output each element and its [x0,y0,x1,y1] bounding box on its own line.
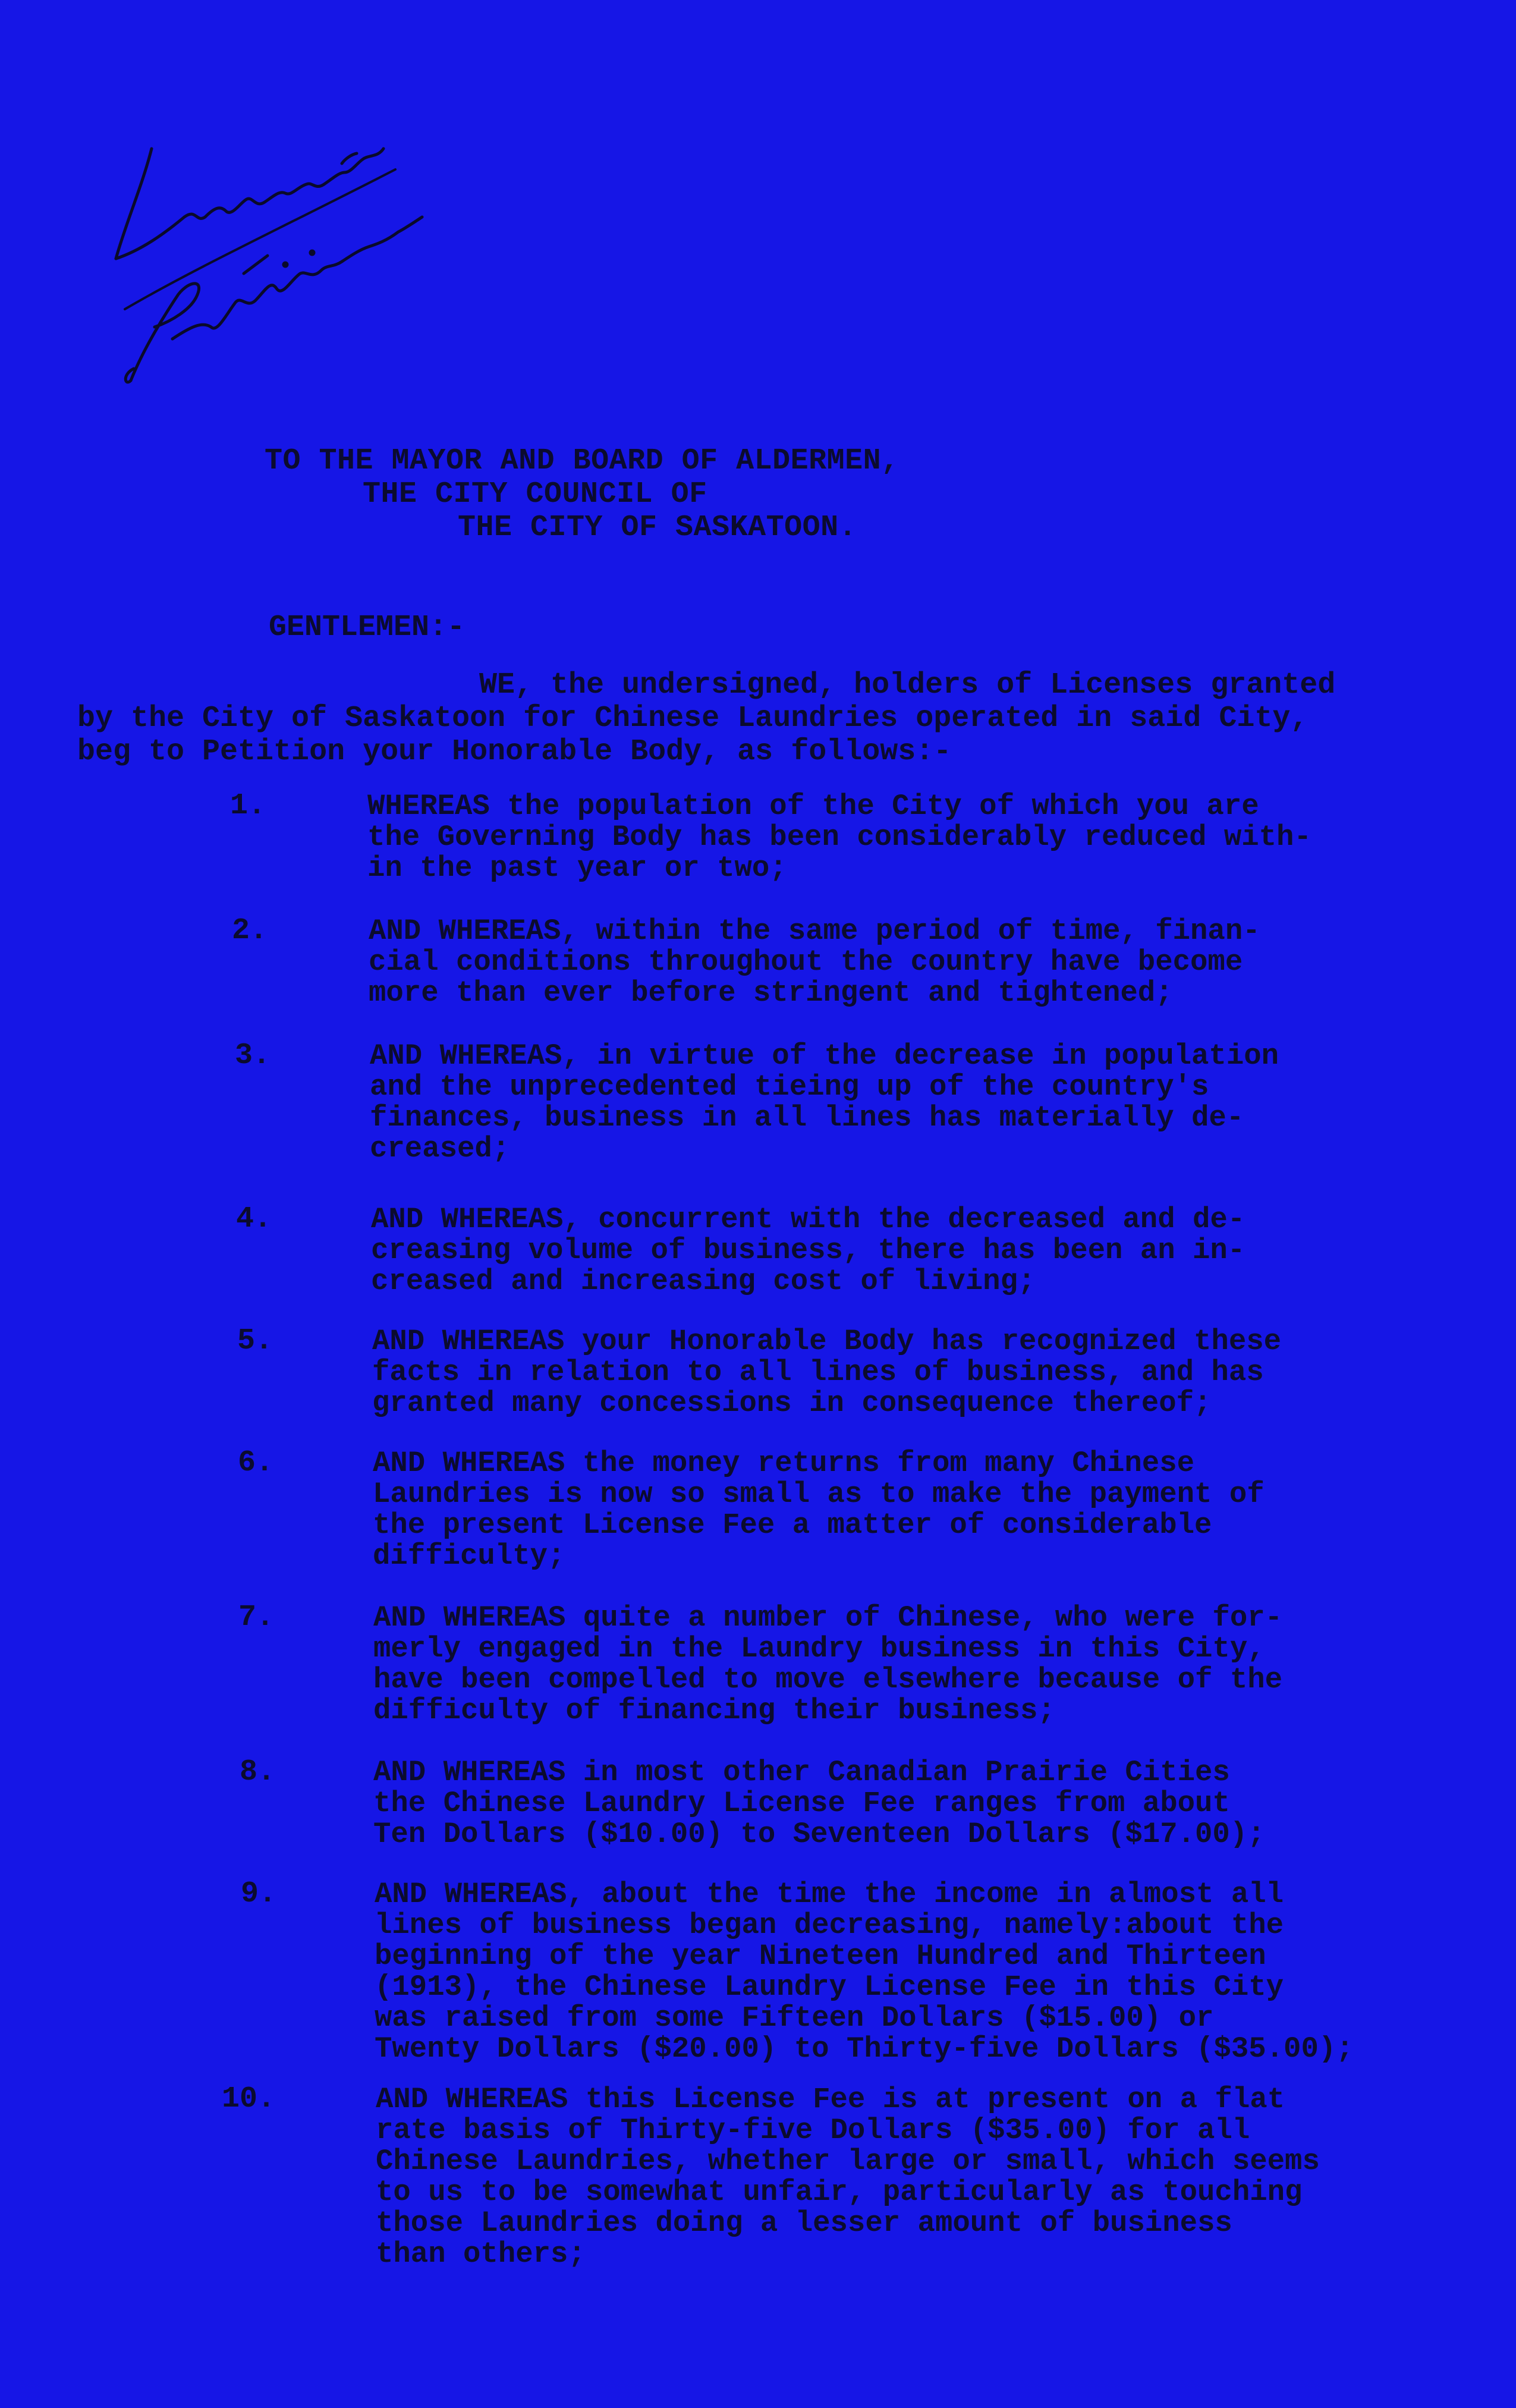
clause-text [369,916,1260,1008]
address-line-2: THE CITY COUNCIL OF [363,477,707,511]
handwritten-annotation [107,89,440,398]
clause-line: AND WHEREAS, about the time the income in almost all [375,1878,1284,1911]
clause-line: AND WHEREAS, within the same period of time, finan- [369,914,1260,948]
clause-line: creasing volume of business, there has been an in- [371,1234,1245,1267]
intro-line-3: beg to Petition your Honorable Body, as follows:- [77,735,952,769]
clause-number: 2. [231,914,268,948]
clause-line: lines of business began decreasing, namely:about the [375,1909,1284,1942]
clause-text [373,1448,1265,1571]
clause-line: to us to be somewhat unfair, particularly as touching [376,2176,1303,2209]
clause-line: Ten Dollars ($10.00) to Seventeen Dollars ($17.00); [373,1818,1265,1851]
clause-line: beginning of the year Nineteen Hundred and Thirteen [375,1939,1266,1973]
clause-line: AND WHEREAS, in virtue of the decrease in population [370,1039,1279,1073]
clause-line: creased; [370,1132,510,1165]
clause-line: rate basis of Thirty-five Dollars ($35.00) for all [376,2114,1250,2147]
address-line-1: TO THE MAYOR AND BOARD OF ALDERMEN, [265,444,899,478]
clause-line: difficulty of financing their business; [373,1694,1055,1727]
clause-text [375,1879,1354,2064]
clause-number: 10. [221,2082,275,2116]
clause-number: 8. [239,1755,275,1789]
handwritten-annotation-drawing [107,89,440,398]
clause-line: AND WHEREAS in most other Canadian Prairie Cities [373,1756,1230,1789]
address-line-3: THE CITY OF SASKATOON. [458,511,857,545]
clause-line: the Chinese Laundry License Fee ranges from about [373,1787,1230,1820]
clause-text [373,1602,1282,1726]
clause-number: 6. [237,1446,273,1480]
clause-line: than others; [376,2237,586,2271]
clause-line: creased and increasing cost of living; [371,1265,1036,1298]
clause-line: WHEREAS the population of the City of which you are [367,790,1259,823]
clause-line: more than ever before stringent and tightened; [369,976,1173,1010]
clause-line: Twenty Dollars ($20.00) to Thirty-five Dollars ($35.00); [375,2032,1354,2066]
clause-line: the present License Fee a matter of considerable [373,1508,1212,1542]
clause-line: finances, business in all lines has materially de- [370,1101,1244,1134]
clause-text [370,1040,1279,1164]
clause-line: have been compelled to move elsewhere because of the [373,1663,1283,1696]
clause-line: AND WHEREAS, concurrent with the decreased and de- [371,1203,1245,1236]
intro-paragraph [77,669,1415,769]
intro-line-2: by the City of Saskatoon for Chinese Laundries operated in said City, [77,702,1309,735]
clause-text [371,1204,1245,1297]
clause-line: and the unprecedented tieing up of the country's [370,1070,1209,1104]
clause-line: facts in relation to all lines of business, and has [372,1356,1264,1389]
clause-text [376,2084,1320,2269]
clause-line: cial conditions throughout the country have become [369,945,1243,979]
clause-line: (1913), the Chinese Laundry License Fee in this City [375,1970,1284,2004]
clause-line: Laundries is now so small as to make the payment of [373,1478,1265,1511]
salutation: GENTLEMEN:- [269,611,466,645]
clause-text [372,1326,1281,1419]
clause-number: 5. [237,1324,273,1358]
clause-line: granted many concessions in consequence thereof; [372,1387,1212,1420]
clause-text [367,791,1311,884]
clause-line: was raised from some Fifteen Dollars ($15.00) or [375,2001,1214,2035]
clause-line: AND WHEREAS quite a number of Chinese, who were for- [373,1601,1283,1634]
intro-line-1: WE, the undersigned, holders of Licenses granted [479,668,1336,702]
clause-line: difficulty; [373,1539,565,1573]
clause-line: in the past year or two; [367,851,787,885]
clause-line: AND WHEREAS the money returns from many Chinese [373,1447,1195,1480]
clause-number: 4. [235,1202,272,1236]
clause-line: AND WHEREAS this License Fee is at present on a flat [376,2083,1285,2116]
clause-line: the Governing Body has been considerably reduced with- [367,821,1311,854]
clause-number: 9. [240,1877,276,1911]
clause-number: 7. [238,1601,274,1634]
clause-line: AND WHEREAS your Honorable Body has recognized these [372,1325,1282,1358]
clause-line: merly engaged in the Laundry business in this City, [373,1632,1265,1665]
clause-text [373,1757,1265,1850]
clause-line: Chinese Laundries, whether large or small, which seems [376,2145,1320,2178]
clause-number: 3. [234,1039,271,1073]
address-block [265,445,899,545]
clause-number: 1. [229,789,266,823]
clause-line: those Laundries doing a lesser amount of business [376,2206,1232,2240]
